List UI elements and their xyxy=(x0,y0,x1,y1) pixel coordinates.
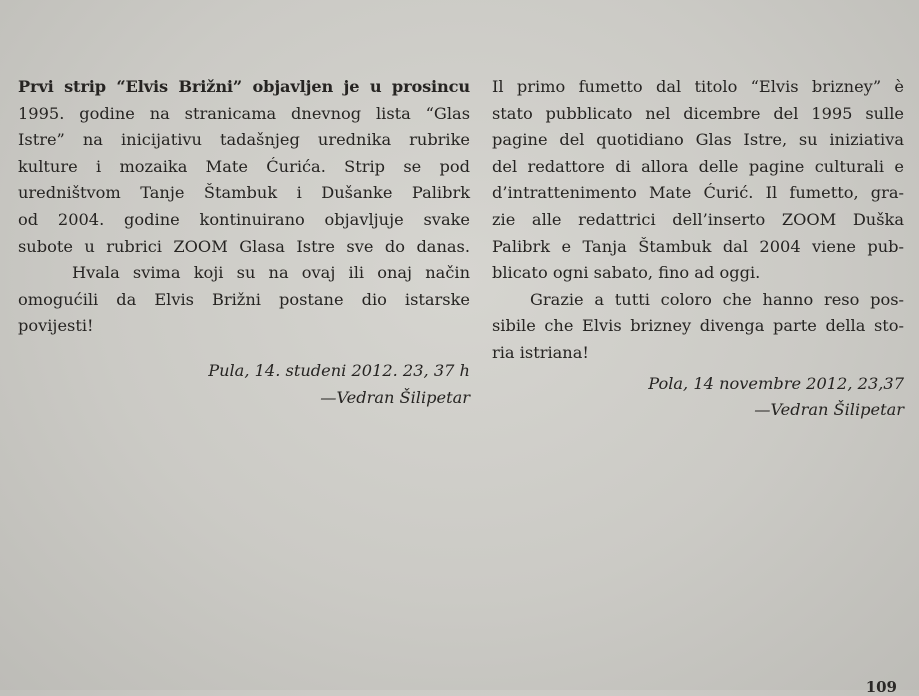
text-line: uredništvom Tanje Štambuk i Dušanke Palibrk xyxy=(18,183,470,203)
text-line: omogućili da Elvis Brižni postane dio istarske xyxy=(18,289,470,309)
text-line: Palibrk e Tanja Štambuk dal 2004 viene pub- xyxy=(492,236,904,256)
croatian-signature xyxy=(18,358,470,411)
croatian-paragraph-2 xyxy=(18,260,470,340)
text-line: kulture i mozaika Mate Ćurića. Strip se pod xyxy=(18,156,470,176)
author-name: —Vedran Šilipetar xyxy=(754,400,904,420)
text-line: povijesti! xyxy=(18,316,94,336)
italian-paragraph-1 xyxy=(492,74,904,287)
italian-signature xyxy=(492,371,904,424)
text-line: Il primo fumetto dal titolo “Elvis brizney” è xyxy=(492,77,904,96)
text-line: stato pubblicato nel dicembre del 1995 sulle xyxy=(492,103,904,123)
text-line: Hvala svima koji su na ovaj ili onaj način xyxy=(72,263,470,283)
text-line: subote u rubrici ZOOM Glasa Istre sve do danas. xyxy=(18,236,470,256)
text-line: del redattore di allora delle pagine culturali e xyxy=(492,156,904,176)
text-line: Prvi strip “Elvis Brižni” objavljen je u prosincu xyxy=(18,77,470,96)
text-line: zie alle redattrici dell’inserto ZOOM Duška xyxy=(492,209,904,229)
croatian-paragraph-1 xyxy=(18,74,470,260)
text-line: Grazie a tutti coloro che hanno reso pos- xyxy=(530,289,904,309)
text-line: d’intrattenimento Mate Ćurić. Il fumetto, gra- xyxy=(492,183,904,203)
text-line: pagine del quotidiano Glas Istre, su iniziativa xyxy=(492,130,904,150)
text-line: od 2004. godine kontinuirano objavljuje svake xyxy=(18,209,470,229)
croatian-text-column xyxy=(18,74,470,411)
text-line: 1995. godine na stranicama dnevnog lista “Glas xyxy=(18,103,470,123)
text-line: Istre” na inicijativu tadašnjeg urednika rubrike xyxy=(18,130,470,150)
italian-paragraph-2 xyxy=(492,287,904,367)
author-name: —Vedran Šilipetar xyxy=(320,387,470,407)
italian-text-column xyxy=(492,74,904,424)
text-line: blicato ogni sabato, fino ad oggi. xyxy=(492,263,761,283)
text-line: sibile che Elvis brizney divenga parte della sto- xyxy=(492,316,904,336)
place-date: Pola, 14 novembre 2012, 23,37 xyxy=(648,373,904,393)
text-line: ria istriana! xyxy=(492,342,589,362)
place-date: Pula, 14. studeni 2012. 23, 37 h xyxy=(208,360,470,380)
page-number: 109 xyxy=(865,678,897,696)
